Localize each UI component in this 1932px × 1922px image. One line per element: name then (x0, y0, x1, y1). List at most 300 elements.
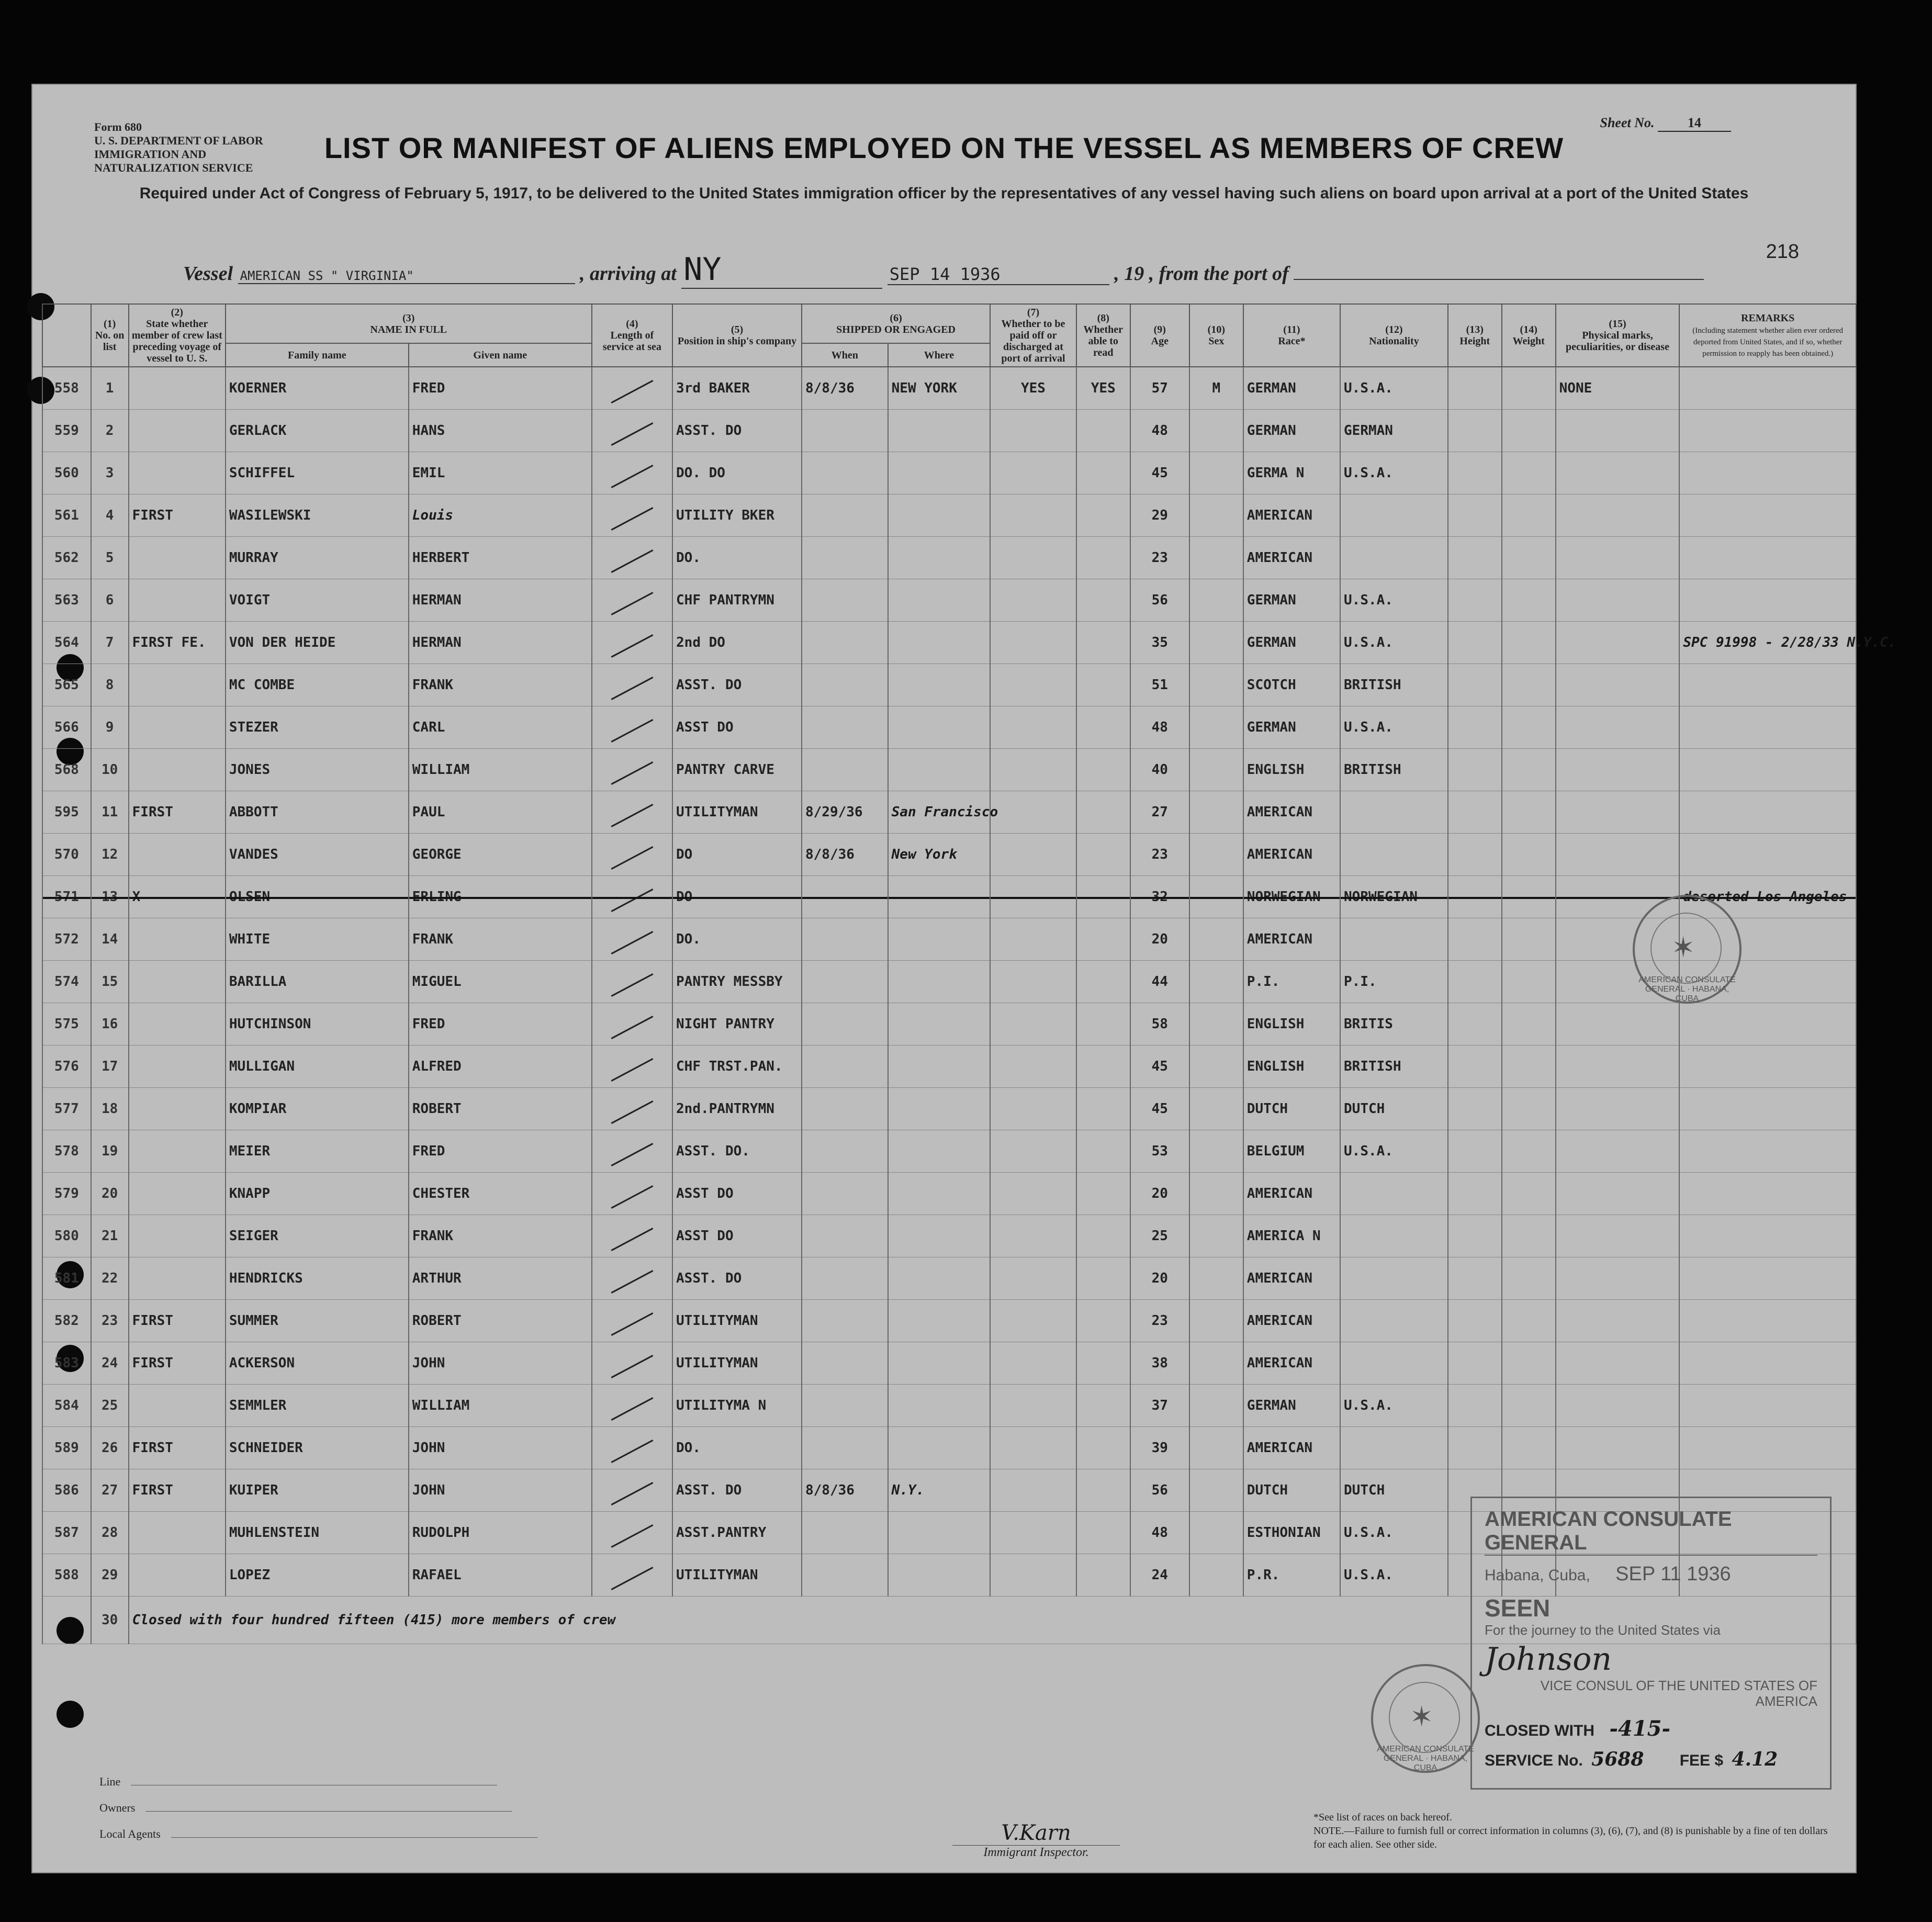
sex (1189, 1300, 1243, 1342)
form-identifier: Form 680 U. S. DEPARTMENT OF LABOR IMMIGRATION AND NATURALIZATION SERVICE (94, 120, 263, 174)
position: DO. DO (672, 452, 802, 494)
physical-marks (1556, 1003, 1680, 1046)
service-check (592, 1469, 672, 1512)
nationality: U.S.A. (1340, 452, 1448, 494)
shipped-when (802, 706, 888, 749)
position: ASST. DO (672, 664, 802, 706)
remarks (1679, 452, 1856, 494)
shipped-where (888, 1046, 991, 1088)
weight (1502, 918, 1556, 961)
weight (1502, 1342, 1556, 1385)
first-voyage: FIRST (129, 1469, 226, 1512)
service-check (592, 494, 672, 537)
service-check (592, 706, 672, 749)
remarks (1679, 1385, 1856, 1427)
paid-off (990, 1427, 1076, 1469)
physical-marks (1556, 834, 1680, 876)
nationality (1340, 918, 1448, 961)
table-row (42, 791, 1856, 834)
family-name: HUTCHINSON (226, 1003, 409, 1046)
table-row (42, 537, 1856, 579)
paid-off (990, 1469, 1076, 1512)
remarks (1679, 1215, 1856, 1257)
check-mark-icon (611, 592, 653, 615)
page-title: LIST OR MANIFEST OF ALIENS EMPLOYED ON THE VESSEL AS MEMBERS OF CREW (324, 131, 1564, 164)
shipped-where (888, 1300, 991, 1342)
nationality: U.S.A. (1340, 1130, 1448, 1173)
shipped-when (802, 579, 888, 622)
paid-off (990, 834, 1076, 876)
closing-statement: Closed with four hundred fifteen (415) more members of crew (129, 1597, 1856, 1644)
shipped-where: N.Y. (888, 1469, 991, 1512)
manifest-sheet (31, 84, 1896, 1873)
physical-marks (1556, 749, 1680, 791)
row-number: 2 (91, 410, 129, 452)
race: GERMAN (1243, 367, 1340, 410)
check-mark-icon (611, 465, 653, 488)
age: 27 (1130, 791, 1189, 834)
shipped-when (802, 1554, 888, 1597)
able-to-read (1076, 1469, 1130, 1512)
col-weight: (14) Weight (1502, 304, 1556, 367)
first-voyage (129, 1554, 226, 1597)
able-to-read (1076, 876, 1130, 918)
family-name: MUHLENSTEIN (226, 1512, 409, 1554)
nationality: U.S.A. (1340, 1554, 1448, 1597)
check-mark-icon (611, 931, 653, 954)
shipped-when (802, 410, 888, 452)
position: 3rd BAKER (672, 367, 802, 410)
shipped-when (802, 1046, 888, 1088)
weight (1502, 876, 1556, 918)
first-voyage (129, 1046, 226, 1088)
family-name: ACKERSON (226, 1342, 409, 1385)
table-row (42, 367, 1856, 410)
given-name: HERBERT (409, 537, 592, 579)
position: DO. (672, 918, 802, 961)
able-to-read: YES (1076, 367, 1130, 410)
table-row (42, 579, 1856, 622)
weight (1502, 1385, 1556, 1427)
position: 2nd.PANTRYMN (672, 1088, 802, 1130)
year-label: , 19 (1114, 263, 1144, 285)
position: CHF TRST.PAN. (672, 1046, 802, 1088)
paid-off (990, 961, 1076, 1003)
check-mark-icon (611, 1567, 653, 1590)
row-number: 24 (91, 1342, 129, 1385)
check-mark-icon (611, 889, 653, 912)
height (1448, 1300, 1502, 1342)
from-port-value (1294, 279, 1704, 280)
race: ENGLISH (1243, 1003, 1340, 1046)
shipped-when (802, 1257, 888, 1300)
physical-marks (1556, 1215, 1680, 1257)
weight (1502, 1215, 1556, 1257)
family-name: GERLACK (226, 410, 409, 452)
given-name: FRANK (409, 918, 592, 961)
family-name: KUIPER (226, 1469, 409, 1512)
row-number: 3 (91, 452, 129, 494)
row-number: 23 (91, 1300, 129, 1342)
check-mark-icon (611, 1143, 653, 1166)
service-check (592, 1342, 672, 1385)
owners-field: Owners (99, 1795, 537, 1821)
service-check (592, 1554, 672, 1597)
shipped-when (802, 622, 888, 664)
from-port-label: , from the port of (1149, 263, 1289, 285)
sex: M (1189, 367, 1243, 410)
manifest-rows (42, 367, 1896, 1597)
family-name: SUMMER (226, 1300, 409, 1342)
list-ref: 574 (42, 961, 91, 1003)
remarks (1679, 1173, 1856, 1215)
check-mark-icon (611, 1185, 653, 1209)
position: ASST. DO (672, 1257, 802, 1300)
height (1448, 1215, 1502, 1257)
sex (1189, 706, 1243, 749)
nationality: BRITIS (1340, 1003, 1448, 1046)
given-name: HERMAN (409, 622, 592, 664)
race: ESTHONIAN (1243, 1512, 1340, 1554)
given-name: GEORGE (409, 834, 592, 876)
family-name: BARILLA (226, 961, 409, 1003)
table-row (42, 1342, 1856, 1385)
service-check (592, 367, 672, 410)
physical-marks (1556, 1130, 1680, 1173)
position: ASST. DO. (672, 1130, 802, 1173)
sex (1189, 537, 1243, 579)
able-to-read (1076, 749, 1130, 791)
paid-off (990, 1512, 1076, 1554)
list-ref: 587 (42, 1512, 91, 1554)
first-voyage (129, 537, 226, 579)
row-number: 18 (91, 1088, 129, 1130)
given-name: JOHN (409, 1469, 592, 1512)
shipped-where (888, 452, 991, 494)
table-row (42, 622, 1856, 664)
nationality: U.S.A. (1340, 367, 1448, 410)
family-name: OLSEN (226, 876, 409, 918)
physical-marks (1556, 1046, 1680, 1088)
given-name: ERLING (409, 876, 592, 918)
race: AMERICAN (1243, 1427, 1340, 1469)
given-name: JOHN (409, 1427, 592, 1469)
family-name: JONES (226, 749, 409, 791)
family-name: MULLIGAN (226, 1046, 409, 1088)
stamp-seen: SEEN (1485, 1594, 1551, 1622)
paid-off (990, 579, 1076, 622)
remarks (1679, 1130, 1856, 1173)
row-number: 4 (91, 494, 129, 537)
given-name: HANS (409, 410, 592, 452)
check-mark-icon (611, 634, 653, 658)
stamp-date: SEP 11 1936 (1615, 1563, 1731, 1585)
sex (1189, 749, 1243, 791)
shipped-where (888, 1257, 991, 1300)
row-number: 9 (91, 706, 129, 749)
paid-off (990, 706, 1076, 749)
nationality: U.S.A. (1340, 706, 1448, 749)
first-voyage (129, 1512, 226, 1554)
remarks (1679, 834, 1856, 876)
table-row (42, 452, 1856, 494)
service-check (592, 749, 672, 791)
sex (1189, 1342, 1243, 1385)
physical-marks (1556, 1385, 1680, 1427)
check-mark-icon (611, 1228, 653, 1251)
check-mark-icon (611, 719, 653, 743)
able-to-read (1076, 1215, 1130, 1257)
physical-marks (1556, 664, 1680, 706)
height (1448, 1173, 1502, 1215)
sex (1189, 622, 1243, 664)
able-to-read (1076, 918, 1130, 961)
able-to-read (1076, 1046, 1130, 1088)
remarks (1679, 1300, 1856, 1342)
height (1448, 410, 1502, 452)
race: ENGLISH (1243, 749, 1340, 791)
paid-off (990, 1385, 1076, 1427)
nationality: U.S.A. (1340, 1512, 1448, 1554)
row-number: 21 (91, 1215, 129, 1257)
shipped-when (802, 537, 888, 579)
sex (1189, 876, 1243, 918)
list-ref: 559 (42, 410, 91, 452)
page-subtitle: Required under Act of Congress of February 5, 1917, to be delivered to the United States immigration officer by the representatives of any vessel having such aliens on board upon arrival at a port of the United States (139, 185, 1749, 202)
given-name: HERMAN (409, 579, 592, 622)
weight (1502, 1003, 1556, 1046)
shipped-where (888, 1088, 991, 1130)
shipped-where (888, 664, 991, 706)
immigrant-inspector (952, 1821, 1120, 1860)
table-row (42, 749, 1856, 791)
list-ref: 583 (42, 1342, 91, 1385)
list-ref: 563 (42, 579, 91, 622)
remarks (1679, 1257, 1856, 1300)
shipped-when (802, 1427, 888, 1469)
able-to-read (1076, 410, 1130, 452)
able-to-read (1076, 537, 1130, 579)
inspector-label: Immigrant Inspector. (952, 1845, 1120, 1860)
service-check (592, 664, 672, 706)
row-number: 10 (91, 749, 129, 791)
remarks: SPC 91998 - 2/28/33 N.Y.C. (1679, 622, 1856, 664)
remarks (1679, 664, 1856, 706)
family-name: WHITE (226, 918, 409, 961)
remarks (1679, 367, 1856, 410)
col-family-name: Family name (226, 343, 409, 367)
row-number: 27 (91, 1469, 129, 1512)
position: DO. (672, 537, 802, 579)
race: P.R. (1243, 1554, 1340, 1597)
shipped-when (802, 494, 888, 537)
service-check (592, 1427, 672, 1469)
shipped-where (888, 918, 991, 961)
given-name: RUDOLPH (409, 1512, 592, 1554)
table-row (42, 918, 1856, 961)
race: AMERICAN (1243, 1173, 1340, 1215)
shipped-where (888, 1003, 991, 1046)
weight (1502, 1427, 1556, 1469)
race: ENGLISH (1243, 1046, 1340, 1088)
row-number: 6 (91, 579, 129, 622)
sex (1189, 1130, 1243, 1173)
paid-off (990, 537, 1076, 579)
col-nationality: (12) Nationality (1340, 304, 1448, 367)
sex (1189, 1512, 1243, 1554)
able-to-read (1076, 791, 1130, 834)
shipped-where (888, 494, 991, 537)
race: GERMAN (1243, 579, 1340, 622)
physical-marks (1556, 1342, 1680, 1385)
list-ref: 578 (42, 1130, 91, 1173)
row-number: 8 (91, 664, 129, 706)
col-physical-marks: (15) Physical marks, peculiarities, or disease (1556, 304, 1680, 367)
shipped-when (802, 961, 888, 1003)
height (1448, 494, 1502, 537)
list-ref: 588 (42, 1554, 91, 1597)
table-row (42, 1427, 1856, 1469)
sex (1189, 834, 1243, 876)
stamp-service-no: SERVICE No. 5688 FEE $ 4.12 (1485, 1748, 1778, 1770)
family-name: MC COMBE (226, 664, 409, 706)
table-row (42, 1046, 1856, 1088)
nationality: P.I. (1340, 961, 1448, 1003)
shipped-when (802, 1385, 888, 1427)
able-to-read (1076, 1130, 1130, 1173)
col-age: (9) Age (1130, 304, 1189, 367)
race: P.I. (1243, 961, 1340, 1003)
nationality (1340, 537, 1448, 579)
service-check (592, 876, 672, 918)
age: 56 (1130, 579, 1189, 622)
consulate-seal: ✶ AMERICAN CONSULATE GENERAL · HABANA, CUBA (1633, 895, 1742, 1004)
able-to-read (1076, 622, 1130, 664)
consul-signature: Johnson (1485, 1641, 1612, 1678)
remarks (1679, 537, 1856, 579)
able-to-read (1076, 494, 1130, 537)
sex (1189, 1003, 1243, 1046)
family-name: ABBOTT (226, 791, 409, 834)
service-check (592, 1088, 672, 1130)
given-name: Louis (409, 494, 592, 537)
first-voyage: X (129, 876, 226, 918)
list-ref: 562 (42, 537, 91, 579)
col-able-to-read: (8) Whether able to read (1076, 304, 1130, 367)
shipped-where (888, 579, 991, 622)
family-name: KOERNER (226, 367, 409, 410)
service-check (592, 1173, 672, 1215)
check-mark-icon (611, 549, 653, 573)
sex (1189, 1554, 1243, 1597)
check-mark-icon (611, 804, 653, 827)
sex (1189, 579, 1243, 622)
first-voyage: FIRST (129, 1427, 226, 1469)
check-mark-icon (611, 1100, 653, 1124)
age: 25 (1130, 1215, 1189, 1257)
remarks (1679, 706, 1856, 749)
sex (1189, 1215, 1243, 1257)
race: AMERICAN (1243, 791, 1340, 834)
col-list-ref (42, 304, 91, 367)
given-name: EMIL (409, 452, 592, 494)
physical-marks (1556, 706, 1680, 749)
height (1448, 367, 1502, 410)
age: 35 (1130, 622, 1189, 664)
family-name: MEIER (226, 1130, 409, 1173)
family-name: KOMPIAR (226, 1088, 409, 1130)
family-name: VON DER HEIDE (226, 622, 409, 664)
list-ref: 580 (42, 1215, 91, 1257)
paid-off (990, 452, 1076, 494)
age: 20 (1130, 918, 1189, 961)
service-check (592, 1215, 672, 1257)
weight (1502, 622, 1556, 664)
given-name: FRED (409, 1003, 592, 1046)
age: 48 (1130, 1512, 1189, 1554)
physical-marks (1556, 622, 1680, 664)
service-check (592, 791, 672, 834)
race: GERMA N (1243, 452, 1340, 494)
sex (1189, 1257, 1243, 1300)
row-number: 16 (91, 1003, 129, 1046)
able-to-read (1076, 1512, 1130, 1554)
shipped-where (888, 1554, 991, 1597)
position: PANTRY CARVE (672, 749, 802, 791)
col-length-of-service: (4) Length of service at sea (592, 304, 672, 367)
nationality: DUTCH (1340, 1469, 1448, 1512)
height (1448, 579, 1502, 622)
age: 51 (1130, 664, 1189, 706)
col-shipped-when: When (802, 343, 888, 367)
shipped-when: 8/8/36 (802, 367, 888, 410)
remarks (1679, 1088, 1856, 1130)
sex (1189, 664, 1243, 706)
height (1448, 1427, 1502, 1469)
eagle-icon: ✶ (1410, 1701, 1434, 1733)
sex (1189, 494, 1243, 537)
physical-marks (1556, 579, 1680, 622)
remarks (1679, 579, 1856, 622)
row-number: 17 (91, 1046, 129, 1088)
nationality: NORWEGIAN (1340, 876, 1448, 918)
family-name: VOIGT (226, 579, 409, 622)
service-check (592, 1512, 672, 1554)
able-to-read (1076, 452, 1130, 494)
paid-off (990, 1554, 1076, 1597)
age: 45 (1130, 452, 1189, 494)
weight (1502, 1130, 1556, 1173)
family-name: WASILEWSKI (226, 494, 409, 537)
given-name: WILLIAM (409, 1385, 592, 1427)
list-ref: 561 (42, 494, 91, 537)
check-mark-icon (611, 507, 653, 531)
sex (1189, 1088, 1243, 1130)
table-row (42, 1088, 1856, 1130)
family-name: STEZER (226, 706, 409, 749)
position: CHF PANTRYMN (672, 579, 802, 622)
first-voyage (129, 1385, 226, 1427)
list-ref: 586 (42, 1469, 91, 1512)
weight (1502, 1173, 1556, 1215)
age: 45 (1130, 1088, 1189, 1130)
table-row (42, 494, 1856, 537)
first-voyage (129, 410, 226, 452)
able-to-read (1076, 1427, 1130, 1469)
list-ref: 589 (42, 1427, 91, 1469)
family-name: HENDRICKS (226, 1257, 409, 1300)
sex (1189, 1046, 1243, 1088)
